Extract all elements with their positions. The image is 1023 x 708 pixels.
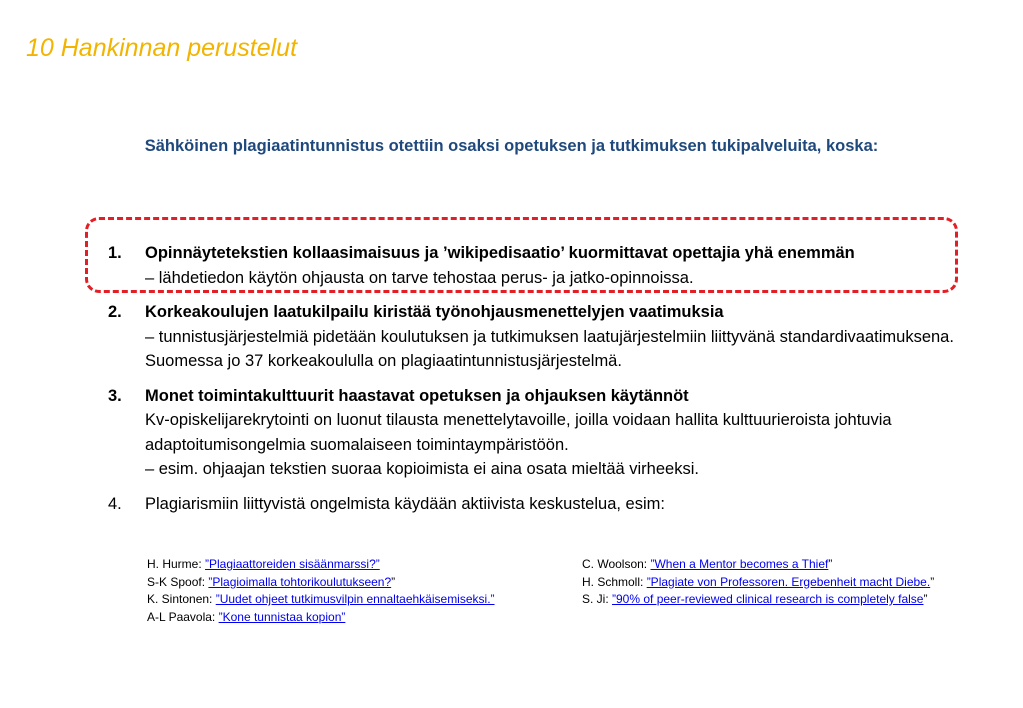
reason-heading: Opinnäytetekstien kollaasimaisuus ja ’wikipedisaatio’ kuormittavat opettajia yhä enemmän bbox=[145, 244, 855, 262]
reason-heading: Korkeakoulujen laatukilpailu kiristää työnohjausmenettelyjen vaatimuksia bbox=[145, 303, 724, 321]
reason-text: Plagiarismiin liittyvistä ongelmista käydään aktiivista keskustelua, esim: bbox=[145, 494, 665, 513]
reference-item bbox=[582, 556, 934, 574]
reference-item bbox=[582, 591, 934, 609]
reference-link[interactable]: ”Plagioimalla tohtorikoulutukseen? bbox=[208, 574, 392, 589]
reference-author: S. Ji: bbox=[582, 592, 613, 606]
reason-number: 3. bbox=[108, 386, 122, 405]
references-left bbox=[147, 556, 495, 626]
reason-item-4 bbox=[108, 492, 988, 517]
reason-text: – lähdetiedon käytön ohjausta on tarve tehostaa perus- ja jatko-opinnoissa. bbox=[145, 268, 694, 287]
reason-number: 4. bbox=[108, 494, 122, 513]
reason-number: 1. bbox=[108, 244, 122, 262]
reference-item bbox=[147, 556, 495, 574]
reason-heading: Monet toimintakulttuurit haastavat opetuksen ja ohjauksen käytännöt bbox=[145, 386, 689, 405]
reference-author: S-K Spoof: bbox=[147, 574, 209, 589]
reference-suffix: ” bbox=[391, 574, 396, 589]
reference-author: C. Woolson: bbox=[582, 557, 651, 571]
reference-link[interactable]: ”When a Mentor becomes a Thief bbox=[650, 557, 829, 571]
reference-suffix: ” bbox=[828, 557, 833, 571]
reason-item-1 bbox=[108, 241, 988, 290]
reference-item bbox=[147, 574, 495, 592]
reason-text: – esim. ohjaajan tekstien suoraa kopioimista ei aina osata mieltää virheeksi. bbox=[145, 460, 699, 478]
reason-text: – tunnistusjärjestelmiä pidetään koulutuksen ja tutkimuksen laatujärjestelmiin liittyvänä standardivaatimuksena. Suomessa jo 37 korkeakoululla on plagiaatintunnistusjärjestelmä. bbox=[145, 327, 954, 370]
reasons-list bbox=[108, 241, 988, 526]
reference-item bbox=[582, 574, 934, 592]
reference-item bbox=[147, 591, 495, 609]
reference-author: H. Hurme: bbox=[147, 557, 206, 571]
references-right bbox=[582, 556, 934, 609]
reason-item-2 bbox=[108, 300, 988, 374]
reference-author: A-L Paavola: bbox=[147, 609, 219, 624]
reference-suffix: ” bbox=[923, 592, 928, 606]
reference-link[interactable]: ”Kone tunnistaa kopion” bbox=[218, 609, 346, 624]
reference-author: H. Schmoll: bbox=[582, 574, 647, 589]
reference-link[interactable]: ”Uudet ohjeet tutkimusvilpin ennaltaehkäisemiseksi.” bbox=[215, 592, 495, 606]
reference-suffix: ” bbox=[930, 574, 935, 589]
reference-item bbox=[147, 609, 495, 627]
reason-text: Kv-opiskelijarekrytointi on luonut tilausta menettelytavoille, joilla voidaan hallita kulttuurieroista johtuvia adaptoitumisongelmia suomalaiseen toimintaympäristöön. bbox=[145, 411, 892, 454]
reference-link[interactable]: ”90% of peer-reviewed clinical research is completely false bbox=[612, 592, 924, 606]
reference-link[interactable]: ”Plagiate von Professoren. Ergebenheit macht Diebe. bbox=[646, 574, 931, 589]
reference-link[interactable]: ”Plagiaattoreiden sisäänmarssi?” bbox=[205, 557, 380, 571]
reason-item-3 bbox=[108, 384, 988, 482]
slide-subtitle: Sähköinen plagiaatintunnistus otettiin osaksi opetuksen ja tutkimuksen tukipalveluita, koska: bbox=[144, 137, 879, 155]
reason-number: 2. bbox=[108, 303, 122, 321]
slide-title: 10 Hankinnan perustelut bbox=[26, 34, 298, 62]
reference-author: K. Sintonen: bbox=[147, 592, 216, 606]
